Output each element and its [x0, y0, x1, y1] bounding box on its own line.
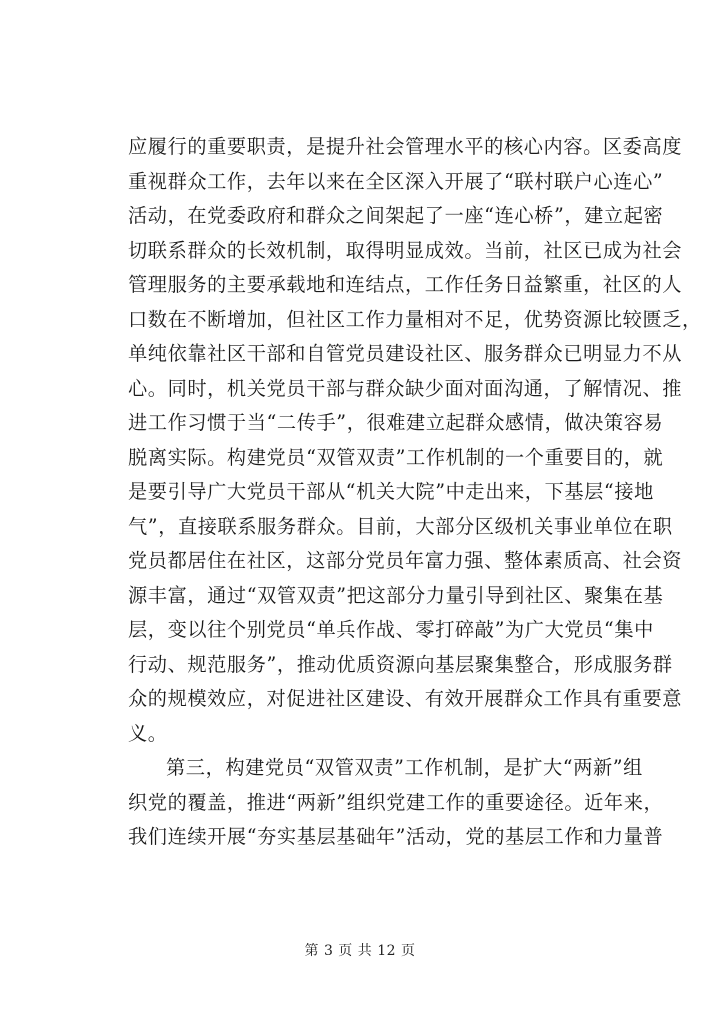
page-number-footer: 第 3 页 共 12 页 — [304, 943, 416, 959]
text-line: 是要引导广大党员干部从“机关大院”中走出来，下基层“接地 — [128, 480, 654, 503]
text-line: 切联系群众的长效机制，取得明显成效。当前，社区已成为社会 — [128, 238, 683, 262]
text-line: 活动，在党委政府和群众之间架起了一座“连心桥”，建立起密 — [128, 204, 664, 227]
text-line: 源丰富，通过“双管双责”把这部分力量引导到社区、聚集在基 — [128, 583, 664, 607]
text-line: 众的规模效应，对促进社区建设、有效开展群众工作具有重要意 — [128, 687, 683, 710]
paragraph-first-line: 第三，构建党员“双管双责”工作机制，是扩大“两新”组 — [166, 756, 643, 779]
text-line: 重视群众工作，去年以来在全区深入开展了“联村联户心连心” — [128, 169, 664, 193]
text-line: 单纯依靠社区干部和自管党员建设社区、服务群众已明显力不从 — [128, 342, 683, 365]
text-line: 心。同时，机关党员干部与群众缺少面对面沟通，了解情况、推 — [128, 376, 683, 400]
text-line: 党员都居住在社区，这部分党员年富力强、整体素质高、社会资 — [128, 549, 683, 572]
text-line: 进工作习惯于当“二传手”，很难建立起群众感情，做决策容易 — [128, 411, 664, 434]
text-line: 气”，直接联系服务群众。目前，大部分区级机关事业单位在职 — [128, 514, 673, 538]
text-line: 脱离实际。构建党员“双管双责”工作机制的一个重要目的，就 — [128, 445, 664, 469]
text-line: 管理服务的主要承载地和连结点，工作任务日益繁重，社区的人 — [128, 273, 683, 296]
text-line: 织党的覆盖，推进“两新”组织党建工作的重要途径。近年来， — [128, 790, 664, 814]
text-line: 应履行的重要职责，是提升社会管理水平的核心内容。区委高度 — [128, 135, 683, 158]
text-line: 行动、规范服务”，推动优质资源向基层聚集整合，形成服务群 — [128, 652, 673, 676]
document-body — [128, 130, 702, 855]
text-line: 层，变以往个别党员“单兵作战、零打碎敲”为广大党员“集中 — [128, 618, 654, 641]
text-line: 口数在不断增加，但社区工作力量相对不足，优势资源比较匮乏， — [128, 307, 702, 331]
text-line: 我们连续开展“夯实基层基础年”活动，党的基层工作和力量普 — [128, 825, 664, 848]
text-line: 义。 — [128, 721, 168, 745]
